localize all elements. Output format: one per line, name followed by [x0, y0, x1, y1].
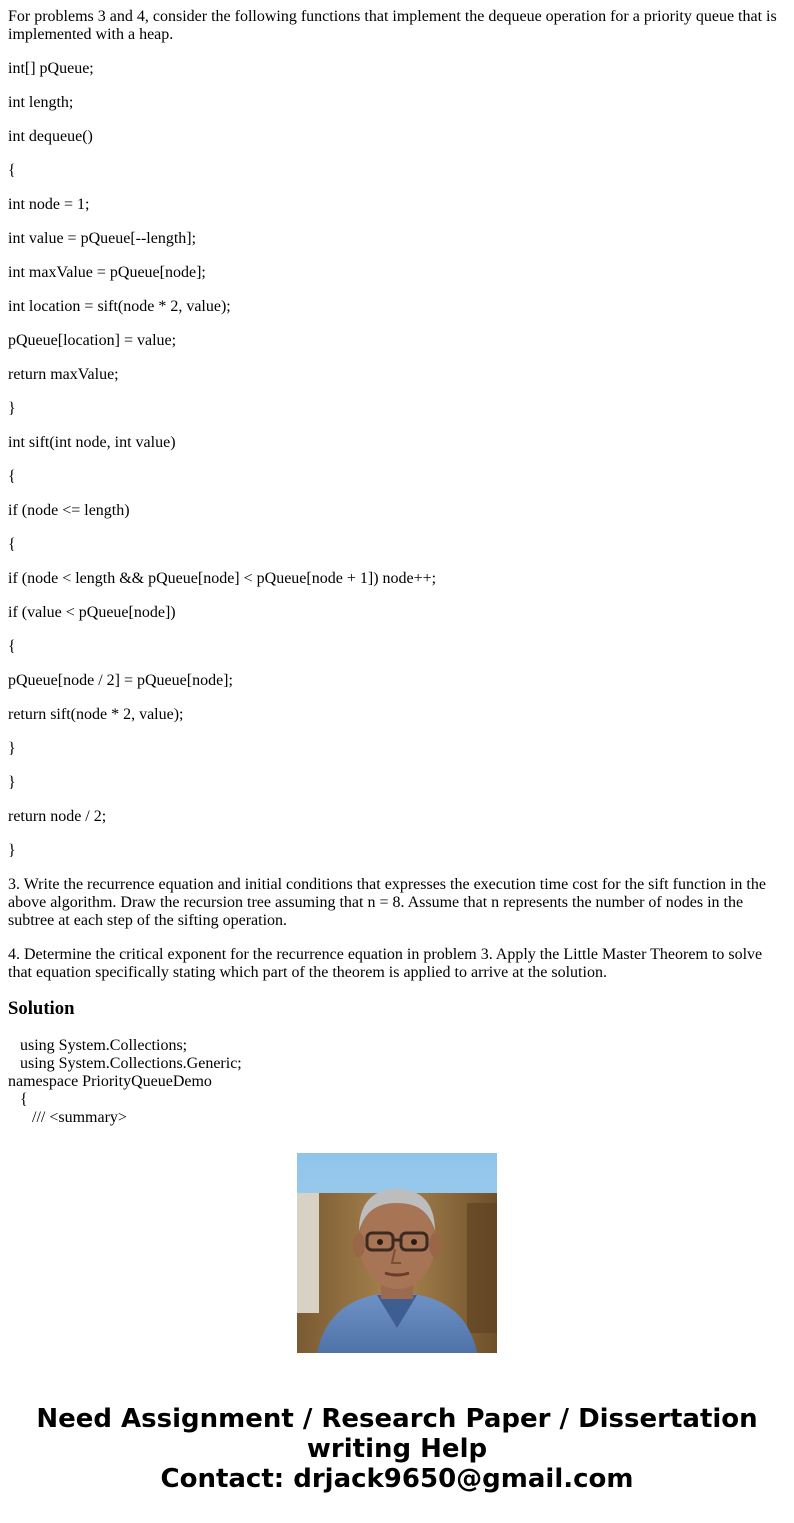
code-line: return node / 2; [8, 808, 107, 825]
solution-code-line: namespace PriorityQueueDemo [8, 1073, 212, 1090]
solution-code-line: /// <summary> [8, 1109, 127, 1126]
code-line: if (node < length && pQueue[node] < pQueue[node + 1]) node++; [8, 570, 437, 587]
code-line: { [8, 162, 16, 179]
question-code [8, 60, 786, 860]
code-line: int sift(int node, int value) [8, 434, 176, 451]
code-line: if (value < pQueue[node]) [8, 604, 176, 621]
code-line: pQueue[node / 2] = pQueue[node]; [8, 672, 233, 689]
solution-code-line: using System.Collections; [8, 1037, 188, 1054]
contact-email: Contact: drjack9650@gmail.com [160, 1464, 634, 1494]
code-line: int location = sift(node * 2, value); [8, 298, 231, 315]
code-line: int dequeue() [8, 128, 93, 145]
problem-3: 3. Write the recurrence equation and initial conditions that expresses the execution time cost for the sift function in the above algorithm. Draw the recursion tree assuming that n = 8. Assume that n represents the number of nodes in the subtree at each step of the sifting operation. [8, 876, 766, 929]
help-banner-line: writing Help [306, 1434, 488, 1464]
help-banner-line: Need Assignment / Research Paper / Dissertation [36, 1404, 758, 1434]
code-line: return sift(node * 2, value); [8, 706, 184, 723]
code-line: int node = 1; [8, 196, 90, 213]
question-intro: For problems 3 and 4, consider the following functions that implement the dequeue operation for a priority queue that is implemented with a heap. [8, 8, 777, 43]
code-line: { [8, 536, 16, 553]
author-photo-illustration [297, 1153, 497, 1353]
code-line: int length; [8, 94, 74, 111]
code-line: } [8, 842, 16, 859]
question-content [8, 8, 786, 1126]
code-line: { [8, 468, 16, 485]
help-banner [0, 1404, 794, 1494]
code-line: int value = pQueue[--length]; [8, 230, 197, 247]
code-line: } [8, 774, 16, 791]
code-line: } [8, 400, 16, 417]
solution-heading: Solution [8, 998, 75, 1019]
problem-4: 4. Determine the critical exponent for the recurrence equation in problem 3. Apply the Little Master Theorem to solve that equation specifically stating which part of the theorem is applied to arrive at the solution. [8, 946, 763, 981]
code-line: pQueue[location] = value; [8, 332, 177, 349]
author-avatar [297, 1153, 497, 1353]
code-line: if (node <= length) [8, 502, 130, 519]
solution-code-preview [8, 1037, 786, 1126]
code-line: int maxValue = pQueue[node]; [8, 264, 206, 281]
code-line: } [8, 740, 16, 757]
code-line: return maxValue; [8, 366, 119, 383]
solution-code-line: { [8, 1091, 28, 1108]
code-line: int[] pQueue; [8, 60, 94, 77]
solution-code-line: using System.Collections.Generic; [8, 1055, 242, 1072]
code-line: { [8, 638, 16, 655]
